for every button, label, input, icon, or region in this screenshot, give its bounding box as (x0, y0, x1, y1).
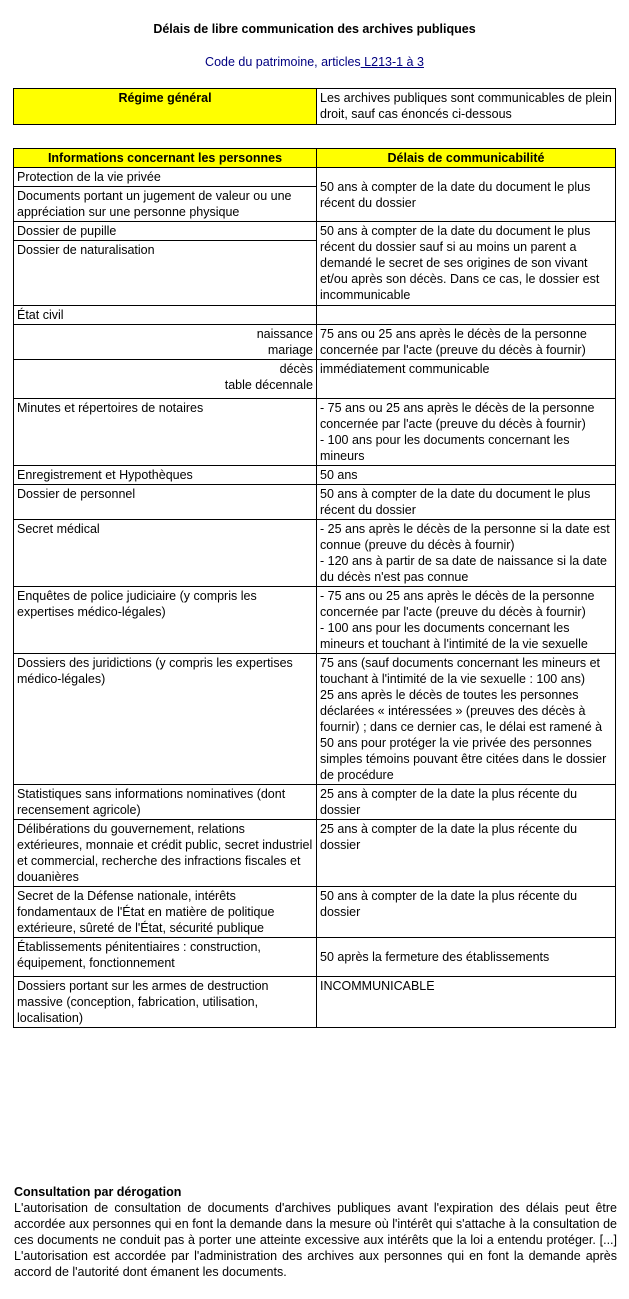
header-left: Informations concernant les personnes (14, 149, 317, 168)
row-secret-medical: Secret médical (14, 520, 317, 587)
row-notaires: Minutes et répertoires de notaires (14, 399, 317, 466)
delay-etat-civil (317, 306, 616, 325)
delay-deces-table: immédiatement communicable (317, 360, 616, 399)
delay-personnel: 50 ans à compter de la date du document le plus récent du dossier (317, 485, 616, 520)
delay-secret-medical-2: - 120 ans à partir de sa date de naissance si la date du décès n'est pas connue (320, 554, 607, 584)
delay-deliberations: 25 ans à compter de la date la plus récente du dossier (317, 820, 616, 887)
delay-pupille: 50 ans à compter de la date du document le plus récent du dossier sauf si au moins un parent a demandé le secret de ses origines de son vivant et/ou après son décès. Dans ce cas, le dossier est incommunicable (317, 222, 616, 306)
delay-notaires-1: - 75 ans ou 25 ans après le décès de la personne concernée par l'acte (preuve du décès à fournir) (320, 401, 595, 431)
row-defense-nationale: Secret de la Défense nationale, intérêts fondamentaux de l'État en matière de politique extérieure, sûreté de l'État, sécurité publique (14, 887, 317, 938)
delay-juridictions-1: 75 ans (sauf documents concernant les mineurs et touchant à l'intimité de la vie sexuelle : 100 ans) (320, 656, 601, 686)
row-jugement-valeur: Documents portant un jugement de valeur ou une appréciation sur une personne physique (14, 187, 317, 222)
delay-police-judiciaire (317, 587, 616, 654)
consultation-heading: Consultation par dérogation (14, 1185, 182, 1199)
row-armes-destruction: Dossiers portant sur les armes de destruction massive (conception, fabrication, utilisation, localisation) (14, 977, 317, 1028)
label-table-decennale: table décennale (224, 378, 313, 392)
delay-police-judiciaire-1: - 75 ans ou 25 ans après le décès de la personne concernée par l'acte (preuve du décès à fournir) (320, 589, 595, 619)
row-juridictions: Dossiers des juridictions (y compris les expertises médico-légales) (14, 654, 317, 785)
consultation-text: L'autorisation de consultation de documents d'archives publiques avant l'expiration des délais peut être accordée aux personnes qui en font la demande dans la mesure où l'intérêt qui s'attache à la consultation de ces documents ne conduit pas à porter une atteinte excessive aux intérêts que la loi a entendu protéger. [...] L'autorisation est accordée par l'administration des archives aux personnes qui en font la demande après accord de l'autorité dont émanent les documents. (14, 1201, 617, 1279)
row-naissance-mariage (14, 325, 317, 360)
row-police-judiciaire: Enquêtes de police judiciaire (y compris les expertises médico-légales) (14, 587, 317, 654)
delay-defense-nationale: 50 ans à compter de la date la plus récente du dossier (317, 887, 616, 938)
delay-notaires-2: - 100 ans pour les documents concernant les mineurs (320, 433, 570, 463)
row-enregistrement: Enregistrement et Hypothèques (14, 466, 317, 485)
row-penitentiaires: Établissements pénitentiaires : construction, équipement, fonctionnement (14, 938, 317, 977)
regime-table (13, 88, 616, 125)
row-personnel: Dossier de personnel (14, 485, 317, 520)
page-subtitle (0, 55, 629, 69)
delay-police-judiciaire-2: - 100 ans pour les documents concernant les mineurs et touchant à l'intimité de la vie sexuelle (320, 621, 588, 651)
row-deces-table (14, 360, 317, 399)
delay-secret-medical (317, 520, 616, 587)
delay-juridictions-2: 25 ans après le décès de toutes les personnes déclarées « intéressées » (preuves des décès à fournir) ; dans ce dernier cas, le délai est ramené à 50 ans pour protéger la vie privée des personnes simples témoins pouvant être citées dans le dossier de procédure (320, 688, 607, 782)
row-etat-civil: État civil (14, 306, 317, 325)
row-deliberations: Délibérations du gouvernement, relations extérieures, monnaie et crédit public, secret industriel et commercial, recherche des infractions fiscales et douanières (14, 820, 317, 887)
regime-text: Les archives publiques sont communicables de plein droit, sauf cas énoncés ci-dessous (317, 89, 616, 125)
delay-armes-destruction: INCOMMUNICABLE (317, 977, 616, 1028)
row-vie-privee: Protection de la vie privée (14, 168, 317, 187)
row-statistiques: Statistiques sans informations nominatives (dont recensement agricole) (14, 785, 317, 820)
delay-secret-medical-1: - 25 ans après le décès de la personne si la date est connue (preuve du décès à fournir) (320, 522, 610, 552)
regime-label: Régime général (14, 89, 317, 125)
consultation-section (14, 1184, 617, 1280)
row-pupille: Dossier de pupille (14, 222, 317, 241)
delay-penitentiaires: 50 après la fermeture des établissements (317, 938, 616, 977)
delay-notaires (317, 399, 616, 466)
row-naturalisation: Dossier de naturalisation (14, 241, 317, 306)
delays-table (13, 148, 616, 1028)
page-title: Délais de libre communication des archives publiques (153, 22, 476, 36)
subtitle-link[interactable]: L213-1 à 3 (360, 55, 424, 69)
label-naissance: naissance (256, 327, 313, 341)
header-right: Délais de communicabilité (317, 149, 616, 168)
delay-vie-privee: 50 ans à compter de la date du document le plus récent du dossier (317, 168, 616, 222)
delay-naissance-mariage: 75 ans ou 25 ans après le décès de la personne concernée par l'acte (preuve du décès à fournir) (317, 325, 616, 360)
label-mariage: mariage (267, 343, 313, 357)
delay-enregistrement: 50 ans (317, 466, 616, 485)
delay-juridictions (317, 654, 616, 785)
delay-statistiques: 25 ans à compter de la date la plus récente du dossier (317, 785, 616, 820)
subtitle-prefix: Code du patrimoine, articles (205, 55, 361, 69)
label-deces: décès (279, 362, 313, 376)
